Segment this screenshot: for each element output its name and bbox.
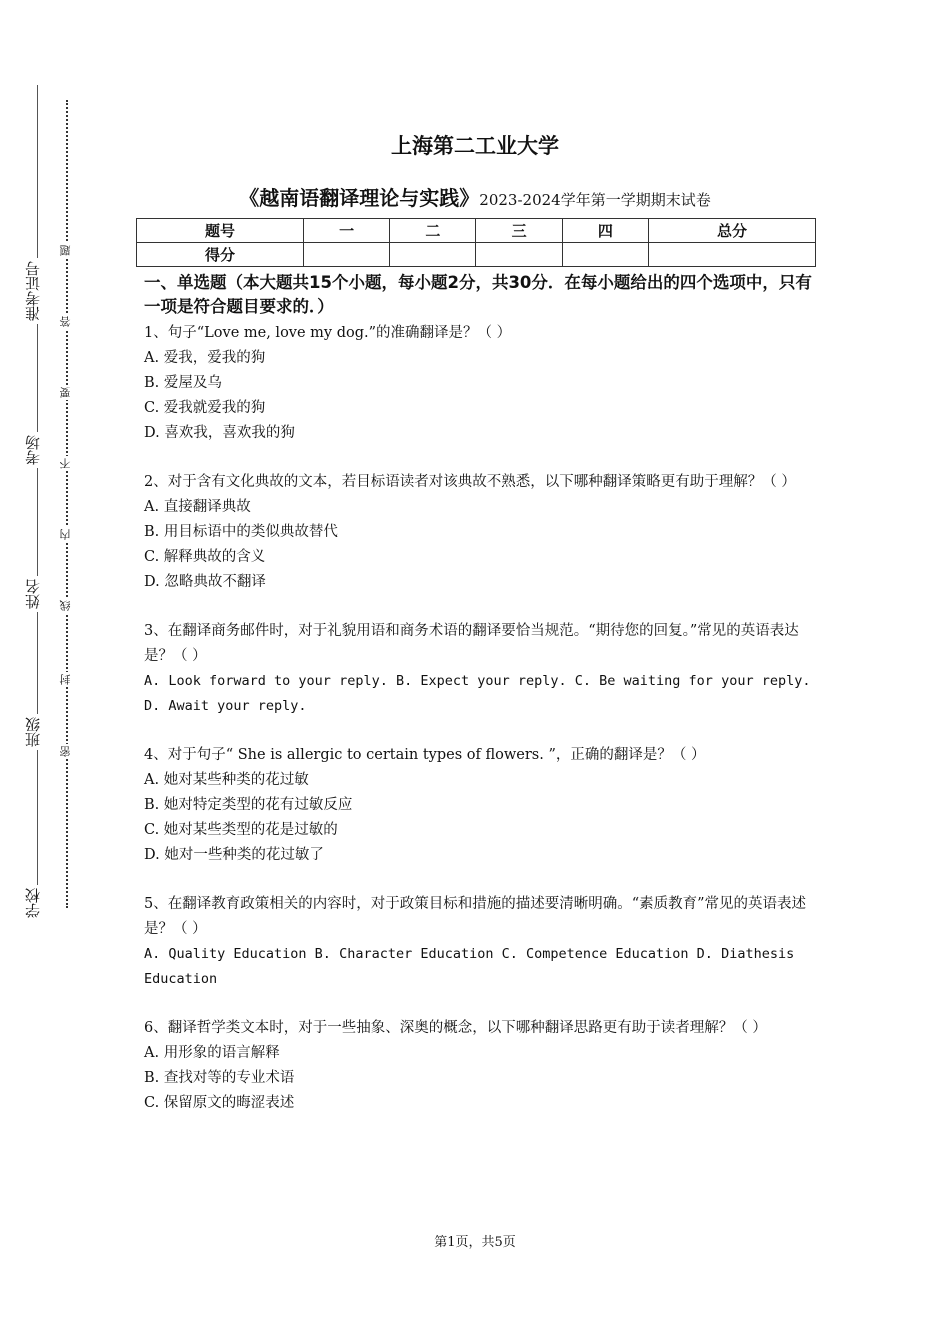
seal-word: 不 [59,458,72,469]
seal-word: 内 [59,529,72,540]
score-cell [476,243,562,267]
score-table-header-row [137,219,816,243]
name-label: 姓名 [22,576,42,612]
seal-word: 答 [59,316,72,327]
score-cell [390,243,476,267]
question-option: A. 直接翻译典故 [144,499,251,515]
question-options-line: A. Look forward to your reply. B. Expect your reply. C. Be waiting for your reply. D. Await your reply. [144,673,811,714]
question-option: D. 忽略典故不翻译 [144,574,266,590]
question-option: D. 喜欢我，喜欢我的狗 [144,425,295,441]
question-stem: 2、对于含有文化典故的文本，若目标语读者对该典故不熟悉，以下哪种翻译策略更有助于理解？（ ） [144,474,796,490]
seal-dotted-line [66,100,68,908]
exam-content [144,271,824,1116]
score-cell [648,243,815,267]
section-title: 一、单选题（本大题共15个小题，每小题2分，共30分．在每小题给出的四个选项中，只有一项是符合题目要求的．） [144,273,812,316]
seal-word: 封 [59,674,72,685]
university-title: 上海第二工业大学 [391,134,559,158]
question-option: B. 用目标语中的类似典故替代 [144,524,338,540]
question-option: C. 爱我就爱我的狗 [144,400,266,416]
seal-word: 题 [59,245,72,256]
class-label: 班级 [22,714,42,750]
school-label: 学校 [22,885,42,921]
question-option: D. 她对一些种类的花过敏了 [144,847,324,863]
seal-word: 要 [59,387,72,398]
score-table-header-cell: 总分 [648,219,815,243]
score-table-header-cell: 四 [562,219,648,243]
exam-title [0,182,950,211]
score-table [136,218,816,267]
question-stem: 4、对于句子“ She is allergic to certain types of flowers. ”，正确的翻译是？（ ） [144,747,706,763]
score-cell [304,243,390,267]
question-option: C. 她对某些类型的花是过敏的 [144,822,338,838]
question-option: A. 用形象的语言解释 [144,1045,280,1061]
question-option: A. 她对某些种类的花过敏 [144,772,309,788]
score-table-header-cell: 二 [390,219,476,243]
course-name: 《越南语翻译理论与实践》 [239,186,480,210]
question-stem: 5、在翻译教育政策相关的内容时，对于政策目标和措施的描述要清晰明确。“素质教育”常见的英语表述是？（ ） [144,896,807,937]
score-row-label: 得分 [137,243,304,267]
page-footer: 第1页，共5页 [434,1235,516,1250]
score-cell [562,243,648,267]
question-option: B. 查找对等的专业术语 [144,1070,295,1086]
exam-id-label: 准考证号 [22,258,42,324]
question-option: C. 解释典故的含义 [144,549,266,565]
score-table-header-cell: 一 [304,219,390,243]
seal-word: 密 [59,746,72,757]
question-option: A. 爱我，爱我的狗 [144,350,266,366]
exam-room-label: 考场 [22,432,42,468]
question-option: C. 保留原文的晦涩表述 [144,1095,295,1111]
score-table-score-row [137,243,816,267]
question-options-line: A. Quality Education B. Character Education C. Competence Education D. Diathesis Education [144,946,795,987]
question-option: B. 爱屋及乌 [144,375,222,391]
question-option: B. 她对特定类型的花有过敏反应 [144,797,353,813]
score-table-header-cell: 题号 [137,219,304,243]
exam-term: 2023-2024学年第一学期期末试卷 [479,191,711,209]
seal-word: 线 [59,600,72,611]
score-table-header-cell: 三 [476,219,562,243]
question-stem: 1、句子“Love me, love my dog.”的准确翻译是？（ ） [144,325,512,341]
question-stem: 6、翻译哲学类文本时，对于一些抽象、深奥的概念，以下哪种翻译思路更有助于读者理解？（ ） [144,1020,767,1036]
question-stem: 3、在翻译商务邮件时，对于礼貌用语和商务术语的翻译要恰当规范。“期待您的回复。”常见的英语表达是？（ ） [144,623,799,664]
